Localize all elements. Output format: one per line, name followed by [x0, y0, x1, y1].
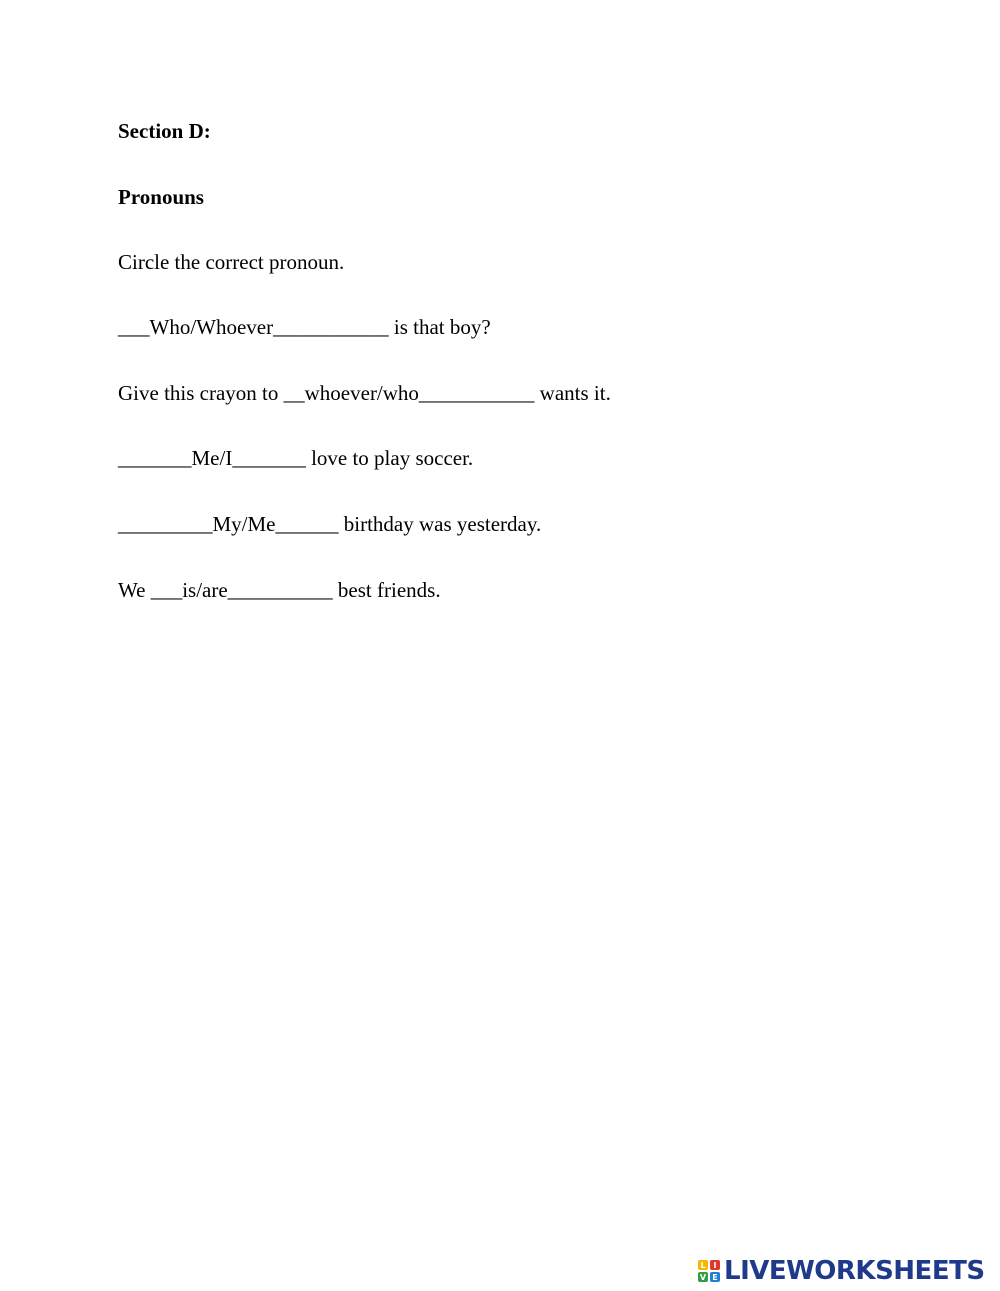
question-2: Give this crayon to __whoever/who___________ wants it.	[118, 381, 611, 405]
section-heading: Section D:	[118, 119, 211, 143]
topic-heading: Pronouns	[118, 185, 204, 209]
question-4: _________My/Me______ birthday was yesterday.	[118, 512, 542, 536]
brand-name: LIVEWORKSHEETS	[724, 1256, 985, 1286]
live-logo-icon	[698, 1260, 720, 1282]
question-5: We ___is/are__________ best friends.	[118, 578, 441, 602]
logo-letter-e: E	[710, 1272, 720, 1282]
logo-letter-l: L	[698, 1260, 708, 1270]
liveworksheets-logo	[698, 1256, 985, 1286]
question-1: ___Who/Whoever___________ is that boy?	[118, 315, 491, 339]
logo-letter-v: V	[699, 1272, 707, 1282]
logo-letter-i: I	[710, 1260, 720, 1270]
instruction-text: Circle the correct pronoun.	[118, 250, 345, 274]
question-3: _______Me/I_______ love to play soccer.	[118, 446, 474, 470]
